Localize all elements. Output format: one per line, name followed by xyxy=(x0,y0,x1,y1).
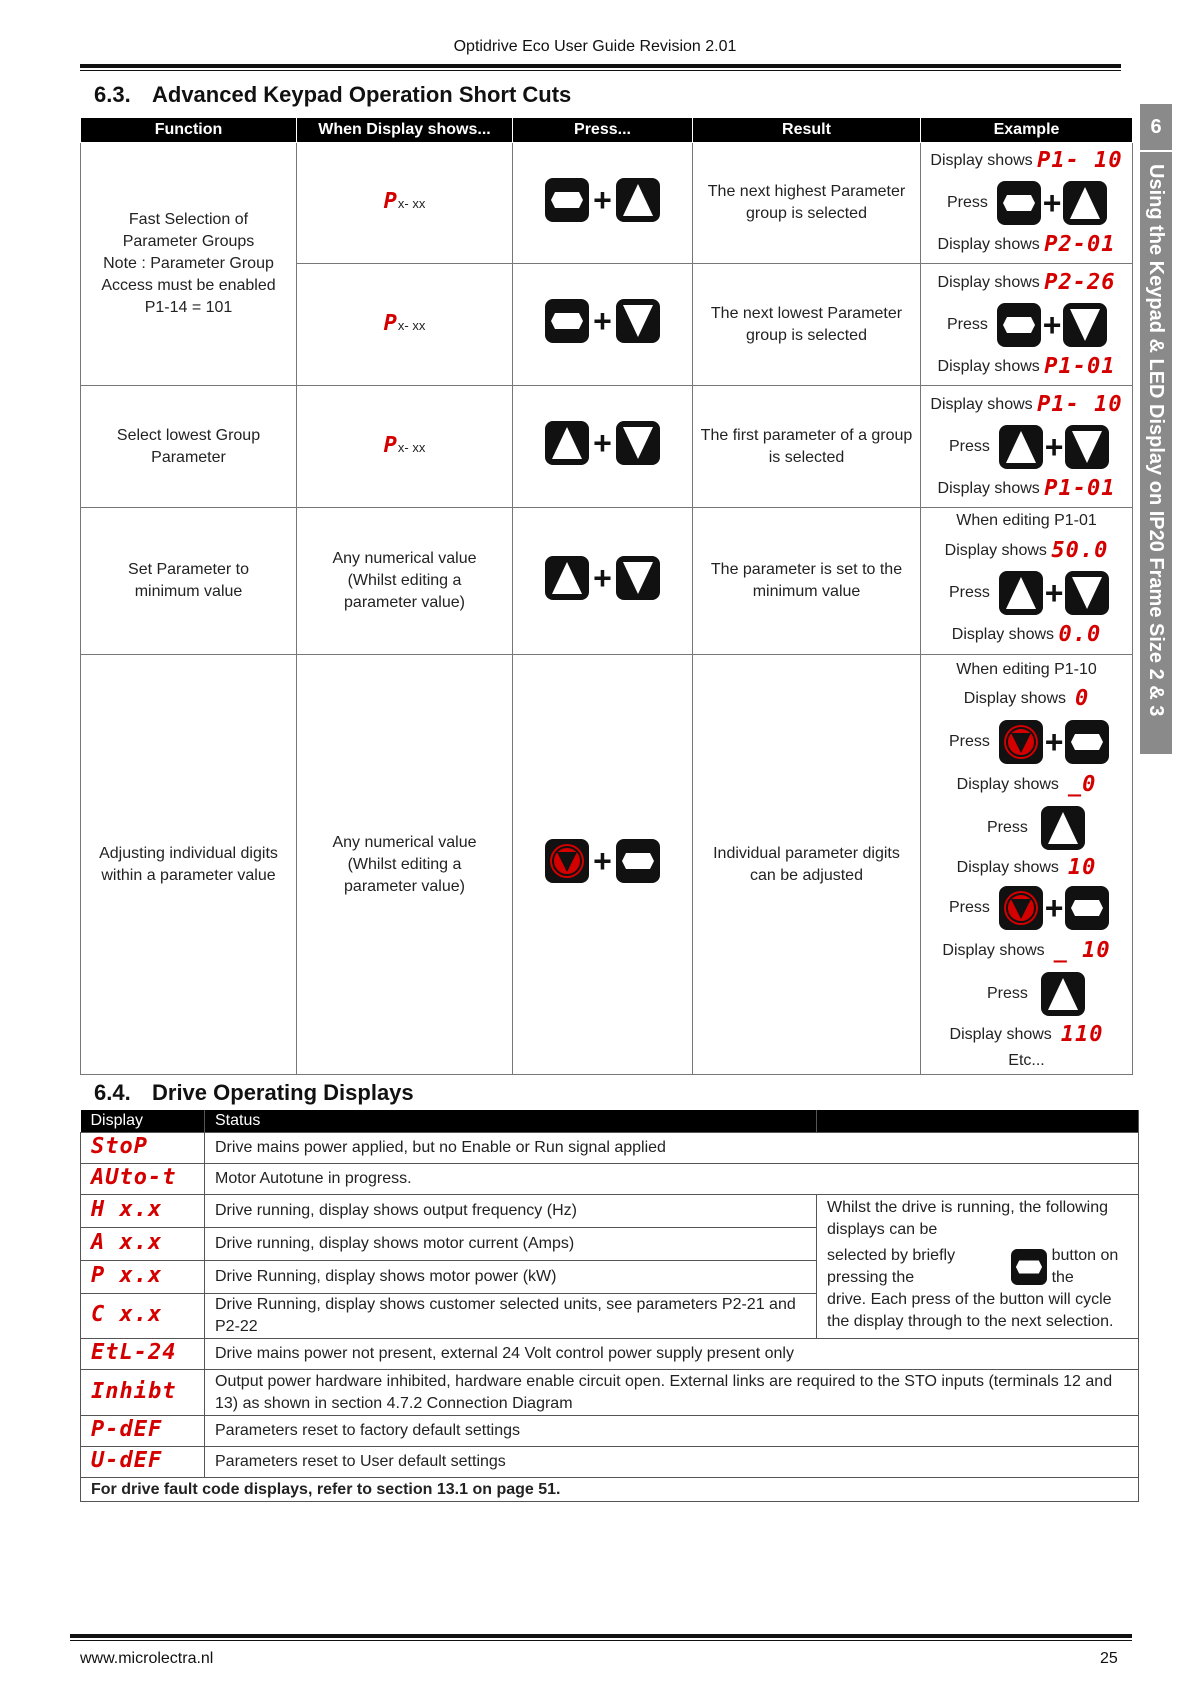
chapter-side-tab xyxy=(1140,104,1172,754)
table-row xyxy=(81,508,1133,655)
display-cell: Any numerical value (Whilst editing a parameter value) xyxy=(297,655,513,1075)
function-cell: Select lowest Group Parameter xyxy=(81,386,297,508)
navigate-key-icon xyxy=(1065,886,1109,930)
shortcuts-table xyxy=(80,117,1133,1075)
down-key-icon xyxy=(1065,571,1109,615)
operating-displays-table xyxy=(80,1110,1139,1502)
result-cell: The first parameter of a group is selected xyxy=(693,386,921,508)
navigate-key-icon xyxy=(997,181,1041,225)
result-cell: The parameter is set to the minimum value xyxy=(693,508,921,655)
down-key-icon xyxy=(1063,303,1107,347)
down-key-icon xyxy=(616,556,660,600)
table-row: U-dEF Parameters reset to User default settings xyxy=(81,1447,1139,1478)
display-cell: Px- xx xyxy=(297,386,513,508)
header-rule xyxy=(80,64,1121,68)
down-key-icon xyxy=(616,299,660,343)
footer-rule-thin xyxy=(70,1640,1132,1641)
press-cell: + xyxy=(513,655,693,1075)
up-key-icon xyxy=(999,571,1043,615)
page-number: 25 xyxy=(1100,1650,1118,1667)
header-rule-thin xyxy=(80,70,1121,71)
col-function: Function xyxy=(81,118,297,143)
press-cell: + xyxy=(513,264,693,386)
navigate-key-icon xyxy=(1011,1245,1047,1289)
page-header: Optidrive Eco User Guide Revision 2.01 xyxy=(453,38,737,55)
chapter-number: 6 xyxy=(1140,104,1172,152)
up-key-icon xyxy=(999,425,1043,469)
footer-rule xyxy=(70,1634,1132,1638)
result-cell: Individual parameter digits can be adjusted xyxy=(693,655,921,1075)
display-cell: Px- xx xyxy=(297,143,513,264)
example-cell: Display shows P2-26 Press + Display shows P1-01 xyxy=(921,264,1133,386)
function-cell: Set Parameter to minimum value xyxy=(81,508,297,655)
example-cell: When editing P1-10 Display shows 0 Press + Display shows _0 Press Display shows 10 Press + Display shows _ 10 Press Display shows 110 Etc... xyxy=(921,655,1133,1075)
table-row: AUto-t Motor Autotune in progress. xyxy=(81,1164,1139,1195)
up-key-icon xyxy=(1041,806,1085,850)
col-display: Display xyxy=(81,1110,205,1133)
display-cell: Any numerical value (Whilst editing a parameter value) xyxy=(297,508,513,655)
press-cell: + xyxy=(513,508,693,655)
table-row: A x.x Drive running, display shows motor current (Amps) xyxy=(81,1228,1139,1261)
down-key-icon xyxy=(1065,425,1109,469)
table-row: H x.x Drive running, display shows output frequency (Hz) Whilst the drive is running, the following displays can be selected by briefly pressing the button on the drive. Each press of the button will cycle the display through to the next selection. xyxy=(81,1195,1139,1228)
col-example: Example xyxy=(921,118,1133,143)
navigate-key-icon xyxy=(545,178,589,222)
up-key-icon xyxy=(545,556,589,600)
section-heading-6-4: 6.4. Drive Operating Displays xyxy=(94,1080,414,1105)
navigate-key-icon xyxy=(1065,720,1109,764)
example-cell: When editing P1-01 Display shows 50.0 Press + Display shows 0.0 xyxy=(921,508,1133,655)
chapter-title: Using the Keypad & LED Display on IP20 Frame Size 2 & 3 xyxy=(1145,164,1167,717)
table-footer-row: For drive fault code displays, refer to section 13.1 on page 51. xyxy=(81,1478,1139,1502)
example-cell: Display shows P1- 10 Press + Display shows P2-01 xyxy=(921,143,1133,264)
table-row: P x.x Drive Running, display shows motor power (kW) xyxy=(81,1261,1139,1294)
table-row: EtL-24 Drive mains power not present, external 24 Volt control power supply present only xyxy=(81,1339,1139,1370)
press-cell: + xyxy=(513,386,693,508)
col-status: Status xyxy=(205,1110,817,1133)
col-display: When Display shows... xyxy=(297,118,513,143)
table-row: StoP Drive mains power applied, but no Enable or Run signal applied xyxy=(81,1133,1139,1164)
stop-key-icon xyxy=(999,720,1043,764)
function-cell: Fast Selection of Parameter Groups Note : Parameter Group Access must be enabled P1-14 = 101 xyxy=(81,143,297,386)
table-row xyxy=(81,386,1133,508)
display-cell: Px- xx xyxy=(297,264,513,386)
navigate-key-icon xyxy=(545,299,589,343)
result-cell: The next lowest Parameter group is selected xyxy=(693,264,921,386)
section-heading-6-3: 6.3. Advanced Keypad Operation Short Cuts xyxy=(94,82,572,107)
table-row: P-dEF Parameters reset to factory default settings xyxy=(81,1416,1139,1447)
stop-key-icon xyxy=(999,886,1043,930)
press-cell: + xyxy=(513,143,693,264)
result-cell: The next highest Parameter group is selected xyxy=(693,143,921,264)
running-note: Whilst the drive is running, the following displays can be selected by briefly pressing the button on the drive. Each press of the button will cycle the display through to the next selection. xyxy=(817,1195,1139,1339)
navigate-key-icon xyxy=(997,303,1041,347)
col-result: Result xyxy=(693,118,921,143)
example-cell: Display shows P1- 10 Press + Display shows P1-01 xyxy=(921,386,1133,508)
function-cell: Adjusting individual digits within a parameter value xyxy=(81,655,297,1075)
table-row: Inhibt Output power hardware inhibited, hardware enable circuit open. External links are required to the STO inputs (terminals 12 and 13) as shown in section 4.7.2 Connection Diagram xyxy=(81,1370,1139,1416)
down-key-icon xyxy=(616,421,660,465)
table-row: C x.x Drive Running, display shows customer selected units, see parameters P2-21 and P2-22 xyxy=(81,1294,1139,1339)
table-row xyxy=(81,655,1133,1075)
stop-key-icon xyxy=(545,839,589,883)
table-row xyxy=(81,143,1133,264)
col-press: Press... xyxy=(513,118,693,143)
footer-url: www.microlectra.nl xyxy=(80,1650,214,1667)
navigate-key-icon xyxy=(616,839,660,883)
up-key-icon xyxy=(1063,181,1107,225)
up-key-icon xyxy=(616,178,660,222)
up-key-icon xyxy=(545,421,589,465)
up-key-icon xyxy=(1041,972,1085,1016)
